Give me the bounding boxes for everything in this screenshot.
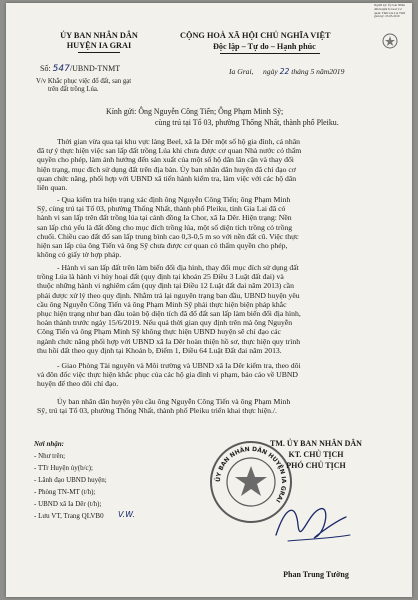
doc-number-prefix: Số: bbox=[40, 64, 51, 73]
p3-line: trồng Lúa là hành vi hủy hoại đất (quy định tại khoản 25 Điều 3 Luật đất đai) và bbox=[37, 272, 284, 282]
p1-line: liên quan. bbox=[37, 183, 68, 193]
recipients-item: - TTr Huyện ủy(b/c); bbox=[34, 464, 93, 472]
p2-line: hành vi san lấp trên đất trồng lúa tại cánh đồng Ia Chor, xã Ia Dêr. Hiện trạng: Nền bbox=[37, 213, 292, 223]
p5-line: Sỹ, trú tại Tổ 03, phường Thống Nhất, thành phố Pleiku triển khai thực hiện./. bbox=[37, 406, 277, 416]
paragraph-4 bbox=[37, 361, 387, 389]
recipient-line-1: Kính gửi: Ông Nguyễn Công Tiến; Ông Phạm Minh Sỹ; bbox=[106, 107, 284, 116]
p3-line: ngành chức năng phối hợp với UBND xã Ia Dêr hoàn thiện hồ sơ, thực hiện quy trình bbox=[37, 336, 301, 346]
p3-line: - Hành vi san lấp đất trên làm biến đổi địa hình, thay đổi mục đích sử dụng đất bbox=[57, 263, 299, 272]
recipients-item: - UBND xã Ia Dêr (t/h); bbox=[34, 500, 102, 508]
p5-line: Ủy ban nhân dân huyện yêu cầu ông Nguyễn Công Tiến và ông Phạm Minh bbox=[57, 397, 291, 406]
agency-name: ỦY BAN NHÂN DÂN bbox=[60, 31, 138, 40]
doc-number-suffix: /UBND-TNMT bbox=[69, 64, 121, 73]
date-prefix: ngày bbox=[262, 67, 278, 76]
p2-line: hiện san lấp của ông Tiến và ông Sỹ chưa được cơ quan có thẩm quyền cho phép, bbox=[37, 241, 288, 251]
p1-line: quyền cho phép, làm ảnh hưởng đến sản xuất của một số hộ dân lân cận và thay đổi bbox=[37, 155, 294, 165]
recipients-item: - Lưu VT, Trang QLVB0 bbox=[34, 512, 104, 520]
date-year: năm2019 bbox=[316, 67, 345, 76]
date-day: 22 bbox=[279, 67, 290, 76]
agency-underline bbox=[78, 52, 120, 53]
country-motto: Độc lập – Tự do – Hạnh phúc bbox=[213, 42, 316, 51]
p3-line: Công Tiến và ông Phạm Minh Sỹ không thực hiện UBND huyện sẽ chỉ đạo các bbox=[37, 327, 281, 337]
date-place: Ia Grai, bbox=[229, 67, 254, 76]
document-page bbox=[6, 3, 412, 597]
p1-line: đã tự ý thực hiện việc san lấp đất trồng Lúa khi chưa được cơ quan Nhà nước có thẩm bbox=[37, 146, 302, 156]
date-month-label: tháng bbox=[291, 67, 309, 76]
handwritten-signature bbox=[268, 495, 358, 555]
paragraph-5 bbox=[37, 397, 387, 415]
p2-line: - Qua kiểm tra hiện trạng xác định ông Nguyễn Công Tiến; ông Phạm Minh bbox=[57, 195, 291, 204]
doc-number: 547 bbox=[52, 64, 70, 74]
p2-line: chuối. Chiều cao đất đổ san lấp trung bình cao 0,3-0,5 m so với nền đất cũ. Việc thực bbox=[37, 231, 299, 241]
subject-line-2: trên đất trồng Lúa. bbox=[48, 86, 99, 93]
p4-line: và đôn đốc việc thực hiện khắc phục của các hộ gia đình vi phạm, báo cáo về UBND bbox=[37, 370, 298, 380]
p4-line: - Giao Phòng Tài nguyên và Môi trường và UBND xã Ia Dêr kiểm tra, theo dõi bbox=[57, 361, 301, 370]
p2-line: Sỹ, cùng trú tại Tổ 03, phường Thống Nhất, thành phố Pleiku, tỉnh Gia Lai đã có bbox=[37, 204, 286, 214]
signature-title-2: KT. CHỦ TỊCH bbox=[288, 450, 344, 459]
paragraph-2 bbox=[37, 195, 387, 259]
p2-line: san lấp chủ yếu là đất đồng cho mục đích trồng lúa, một số diện tích trồng cỏ trồng bbox=[37, 222, 293, 232]
agency-district: HUYỆN IA GRAI bbox=[66, 41, 132, 50]
subject-line-1: V/v Khắc phục việc đổ đất, san gạt bbox=[36, 78, 132, 85]
p1-line: hiện trạng, mục đích sử dụng đất trên địa bàn. Ủy ban nhân dân huyện đã chỉ đạo cơ bbox=[37, 164, 296, 174]
p3-line: cầu ông Nguyễn Công Tiến và ông Phạm Minh Sỹ phải thực hiện biện pháp khắc bbox=[37, 299, 287, 309]
stamp-ring-text: ỦY BAN NHÂN DÂN HUYỆN IA GRAI bbox=[214, 445, 288, 504]
signer-name: Phan Trung Tường bbox=[283, 570, 349, 579]
p2-line: không có giấy tờ hợp pháp. bbox=[37, 250, 122, 260]
p1-line: Thời gian vừa qua tại khu vực làng Beel, xã Ia Dêr một số hộ gia đình, cá nhân bbox=[57, 137, 300, 146]
country-name: CỘNG HOÀ XÃ HỘI CHỦ NGHĨA VIỆT bbox=[180, 31, 331, 40]
paragraph-3 bbox=[37, 263, 387, 355]
recipients-item: - Lãnh đạo UBND huyện; bbox=[34, 476, 107, 484]
p3-line: phục hiện trạng như ban đầu toàn bộ diện tích đã đổ đất san lấp làm biến đổi địa hình, bbox=[37, 309, 301, 319]
recipients-item: - Như trên; bbox=[34, 452, 66, 460]
recipients-title: Nơi nhận: bbox=[34, 440, 65, 448]
paragraph-1 bbox=[37, 137, 387, 192]
p3-line: hoàn thành trước ngày 15/6/2019. Nếu quá thời gian quy định trên mà ông Nguyễn bbox=[37, 318, 293, 328]
p1-line: quan chức năng, phối hợp với UBND xã tiến hành kiểm tra, làm việc với các hộ dân bbox=[37, 173, 297, 183]
date-month: 5 bbox=[310, 67, 315, 76]
motto-underline bbox=[220, 53, 320, 54]
p4-line: huyện để theo dõi chỉ đạo. bbox=[37, 379, 119, 389]
signature-title-3: PHÓ CHỦ TỊCH bbox=[286, 461, 346, 470]
stamp-star-icon bbox=[235, 466, 267, 496]
p3-line: thu hồi đất theo quy định tại Khoản b, Điểm 1, Điều 64 Luật Đất đai năm 2013. bbox=[37, 345, 282, 355]
signature-title-1: TM. ỦY BAN NHÂN DÂN bbox=[270, 439, 362, 448]
doc-number-line bbox=[40, 64, 120, 74]
p3-line: phải được xử lý theo quy định. Nhằm trả lại nguyên trạng ban đầu, UBND huyện yêu bbox=[37, 290, 300, 300]
date-line bbox=[229, 67, 344, 76]
emblem-icon bbox=[382, 33, 398, 49]
recipient-line-2: cùng trú tại Tổ 03, phường Thống Nhất, thành phố Pleiku. bbox=[155, 118, 339, 127]
p3-line: thuộc những hành vi nghiêm cấm (quy định tại Điều 12 Luật đất đai năm 2013) cần bbox=[37, 281, 294, 291]
digital-signature-note: Người ký: Ủy ban Nhân dân huyện Ia Grai Cơ quan: Tỉnh Gia Lai Thời gian ký: 23.05.2019 bbox=[374, 3, 406, 19]
handwritten-initials: V.W. bbox=[118, 510, 135, 519]
recipients-item: - Phòng TN-MT (t/h); bbox=[34, 488, 96, 496]
